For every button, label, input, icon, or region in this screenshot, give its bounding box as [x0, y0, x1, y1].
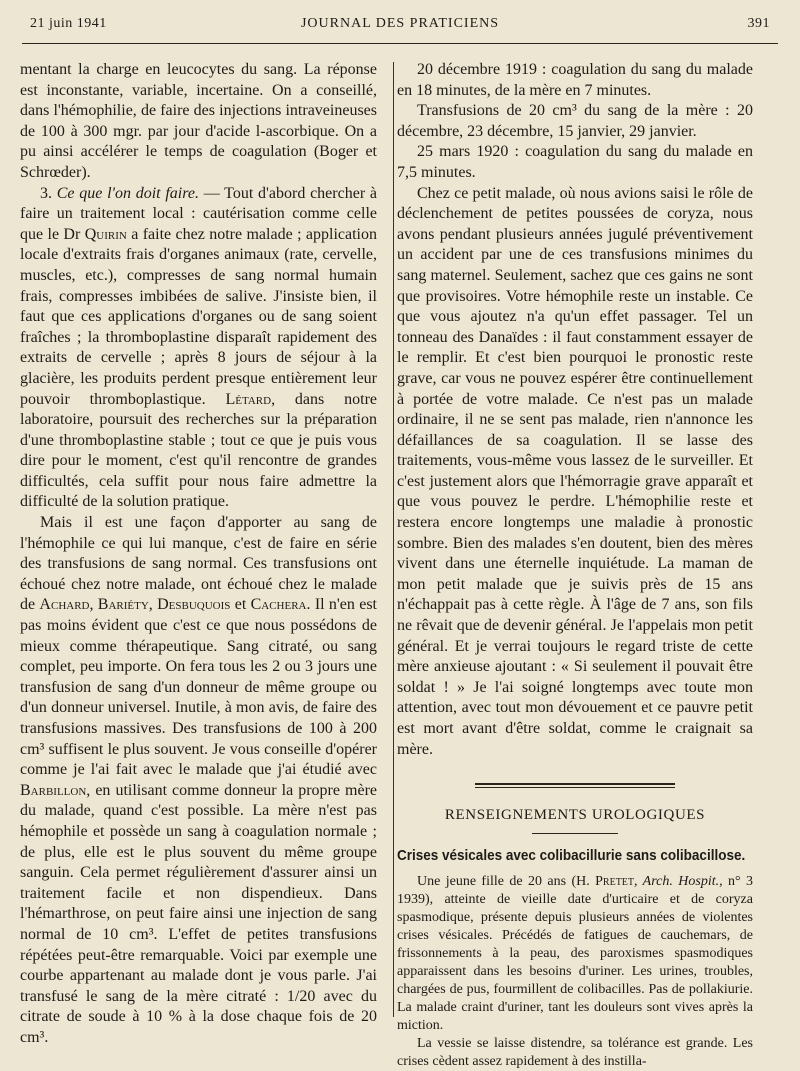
- right-paragraph-4: Chez ce petit malade, où nous avions saisi le rôle de déclenchement de petites poussées de coryza, nous avons pendant plusieurs années jugulé préventivement un accident par une de ces transfusions minimes du sang maternel. Seulement, sachez que ces gains ne sont que provisoires. Votre hémophile reste un instable. Ce que vous ajoutez n'a qu'un effet passager. Tel un tonneau des Danaïdes : il faut constamment essayer de le remplir. Et c'est bien pourquoi le pronostic reste grave, car vous ne pouvez espérer être continuellement à portée de votre malade. Ce n'est pas un malade ordinaire, il ne se sent pas malade, rien n'annonce les défaillances de sa coagulation. Il se lasse des traitements, vous-même vous lassez de le surveiller. Et c'est justement alors que l'hémorragie grave apparaît et que vous pouvez le perdre. L'hémophilie reste et restera encore longtemps une maladie à pronostic sombre. Bien des malades s'en doutent, bien des mères vivent dans une éternelle inquiétude. La maman de mon petit malade que je suivis près de 15 ans n'échappait pas à cette règle. À l'âge de 7 ans, son fils ne rêvait que de devenir général. Je l'appelais mon petit général. Et je verrai toujours le regard triste de cette mère anxieuse ajoutant : « Si seulement il pouvait être soldat ! » Je l'ai soigné longtemps avec toute mon attention, avec tout mon dévouement et ce pauvre petit est mort avant d'être soldat, comme le craignait sa mère.: [397, 184, 753, 758]
- header-journal-title: JOURNAL DES PRATICIENS: [300, 16, 500, 31]
- paragraph-text: , dans notre laboratoire, poursuit des recherches sur la préparation d'une thromboplastine stable ; tout ce que je puis vous dire pour le moment, c'est qu'il rencontre de grandes difficultés, cela suffit pour nous faire admettre la difficulté de la solution pratique.: [20, 390, 377, 511]
- section-heading: Ce que l'on doit faire.: [56, 184, 199, 202]
- article-paragraph-2: La vessie se laisse distendre, sa tolérance est grande. Les crises cèdent assez rapidement à des instilla-: [397, 1036, 753, 1070]
- author-names: Achard, Bariéty, Desbuquois: [39, 596, 231, 614]
- author-name: Barbillon: [20, 781, 87, 799]
- article-paragraph-1: [397, 873, 753, 1035]
- article-title: Crises vésicales avec colibacillurie sans colibacillose.: [397, 847, 746, 865]
- header-rule: [22, 43, 778, 44]
- author-name: Quirin: [84, 225, 127, 243]
- author-name: Cachera: [250, 596, 307, 614]
- journal-ref: , Arch. Hospit.,: [634, 874, 723, 890]
- left-paragraph-2: [20, 184, 377, 514]
- page-header: [30, 16, 770, 38]
- author-name: H. Pretet: [576, 874, 635, 890]
- paragraph-text: Une jeune fille de 20 ans (: [417, 874, 577, 890]
- paragraph-text: , en utilisant comme donneur la propre mère du malade, quand c'est possible. La mère n'est pas hémophile et possède un sang à coagulation normale ; de plus, elle est le plus souvent du même groupe sanguin. Cela permet régulièrement d'assurer ainsi un traitement facile et non dispendieux. Dans l'hémarthrose, on peut faire ainsi une injection de sang normal de 10 cm³. L'effet de petites transfusions répétées peut-être remarquable. Voici par exemple une courbe appartenant au malade dont je vous parle. J'ai transfusé le sang de la mère citraté : 1/20 avec du citrate de soude à 10 % à la dose chaque fois de 20 cm³.: [20, 781, 377, 1046]
- section-rule: [532, 833, 618, 834]
- paragraph-text: et: [230, 596, 251, 614]
- right-paragraph-2: Transfusions de 20 cm³ du sang de la mère : 20 décembre, 23 décembre, 15 janvier, 29 janvier.: [397, 102, 753, 140]
- right-paragraph-3: 25 mars 1920 : coagulation du sang du malade en 7,5 minutes.: [397, 143, 753, 181]
- header-date: 21 juin 1941: [30, 16, 107, 31]
- paragraph-text: — Tout d'abord chercher à faire un traitement local : cautérisation comme celle que le Dr: [20, 184, 377, 243]
- left-column: [20, 60, 377, 1049]
- section-title: RENSEIGNEMENTS UROLOGIQUES: [444, 806, 706, 823]
- column-divider: [393, 62, 394, 1017]
- right-column: [397, 60, 753, 1071]
- paragraph-text: . Il n'en est pas moins évident que c'est ce que nous possédons de mieux comme thérapeutique. Sang citraté, ou sang complet, peu importe. On fera tous les 2 ou 3 jours une transfusion de sang d'un donneur de même groupe ou d'un donneur universel. Inutile, à mon avis, de faire des transfusions massives. Des transfusions de 100 à 200 cm³ suffisent le plus souvent. Je vous conseille d'opérer comme je l'ai fait avec le malade que j'ai étudié avec: [20, 596, 377, 779]
- left-paragraph-3: [20, 513, 377, 1048]
- right-paragraph-1: 20 décembre 1919 : coagulation du sang du malade en 18 minutes, de la mère en 7 minutes.: [397, 61, 753, 99]
- section-number: 3.: [40, 184, 52, 202]
- left-paragraph-1: mentant la charge en leucocytes du sang. La réponse est inconstante, variable, incertaine. On a conseillé, dans l'hémophilie, de faire des injections intraveineuses de 100 à 300 mgr. par jour d'acide l-ascorbique. On a pu ainsi accélérer le temps de coagulation (Boger et Schrœder).: [20, 61, 377, 181]
- header-page-number: 391: [747, 16, 770, 31]
- paragraph-text: a faite chez notre malade ; application locale d'extraits frais d'organes animaux (rate, cervelle, muscles, etc.), compresses de sang normal humain frais, compresses imbibées de salive. J'insiste bien, il faut que ces applications d'organes ou de sang soient fraîches ; la thromboplastine disparaît rapidement des extraits de cervelle ; après 8 jours de séjour à la glacière, les produits perdent presque entièrement leur pouvoir thromboplastique.: [20, 225, 378, 408]
- paragraph-text: n° 3 1939), atteinte de vieille date d'urticaire et de coryza spasmodique, présente depuis plusieurs années de violentes crises vésicales. Précédés de fatigues de cauchemars, de frissonnements à la peau, des paroxismes spasmodiques apparaissent dans les besoins d'uriner. Les urines, troubles, chargées de pus, fourmillent de colibacilles. Pas de pollakiurie. La malade craint d'uriner, tant les douleurs sont vives après la miction.: [397, 874, 754, 1034]
- author-name: Létard: [225, 390, 272, 408]
- decorative-rule: [397, 774, 753, 795]
- paragraph-text: Mais il est une façon d'apporter au sang de l'hémophile ce qui lui manque, c'est de faire en série des transfusions de sang normal. Ces transfusions ont échoué chez notre malade, ont échoué chez le malade de: [20, 514, 377, 614]
